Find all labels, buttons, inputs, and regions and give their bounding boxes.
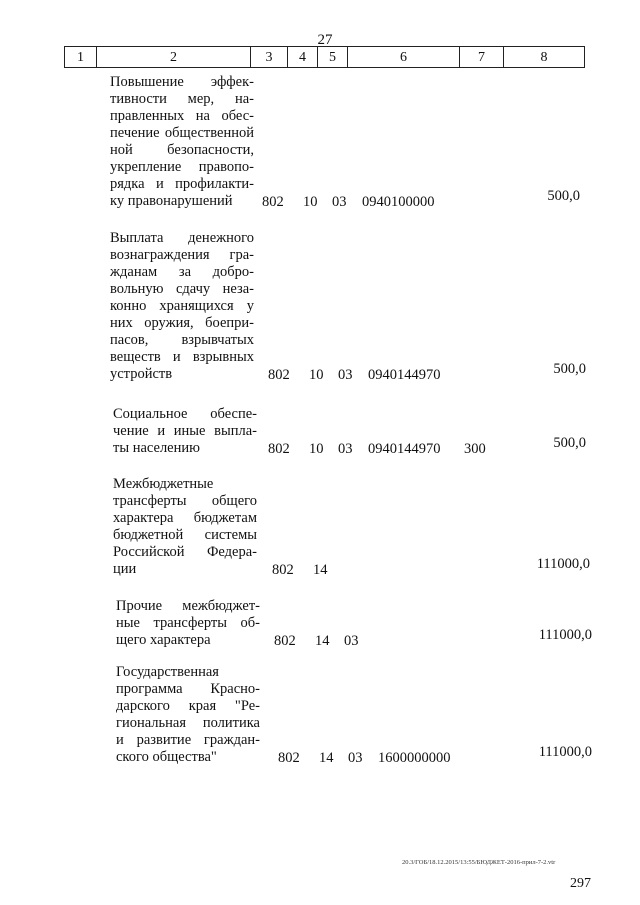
cell-target-article: 0940144970 [368,441,441,457]
cell-target-article: 0940100000 [362,194,435,210]
header-col-3: 3 [251,47,288,67]
footer-file-code: 20.3/ГОБ/18.12.2015/13:55/БЮДЖЕТ-2016-прил-7-2.vtr [402,859,556,866]
cell-section: 10 [309,367,324,383]
cell-amount: 500,0 [547,188,580,204]
row-description: Повышение эффек- тивности мер, на- правленных на обес- печение общественной ной безопасности, укрепление правопо- рядка и профилакти- ку правонарушений [110,74,254,209]
cell-ved: 802 [278,750,300,766]
cell-target-article: 0940144970 [368,367,441,383]
cell-amount: 111000,0 [538,627,592,643]
row-description: Государственная программа Красно- дарского края "Ре- гиональная политика и развитие граждан- ского общества" [116,664,260,765]
cell-ved: 802 [272,562,294,578]
header-col-2: 2 [97,47,251,67]
header-col-5: 5 [318,47,348,67]
cell-ved: 802 [268,441,290,457]
cell-ved: 802 [262,194,284,210]
header-col-4: 4 [288,47,318,67]
cell-section: 10 [303,194,318,210]
cell-section: 10 [309,441,324,457]
cell-amount: 500,0 [553,435,586,451]
cell-ved: 802 [274,633,296,649]
cell-amount: 111000,0 [536,556,590,572]
row-description: Межбюджетные трансферты общего характера бюджетам бюджетной системы Российской Федера- ции [113,476,257,577]
row-description: Социальное обеспе- чение и иные выпла- ты населению [113,406,257,456]
page-number-bottom: 297 [570,876,591,891]
table-header-row [64,46,585,68]
cell-ved: 802 [268,367,290,383]
cell-target-article: 1600000000 [378,750,451,766]
header-col-8: 8 [540,50,548,65]
header-col-7: 7 [460,47,504,67]
header-col-6: 6 [348,47,460,67]
cell-section: 14 [315,633,330,649]
cell-subsection: 03 [338,441,353,457]
row-description: Выплата денежного вознаграждения гра- жданам за добро- вольную сдачу неза- конно хранящихся у них оружия, боепри- пасов, взрывчатых веществ и взрывных устройств [110,230,254,382]
cell-amount: 500,0 [553,361,586,377]
cell-amount: 111000,0 [538,744,592,760]
cell-subsection: 03 [344,633,359,649]
cell-subsection: 03 [348,750,363,766]
cell-expense-type: 300 [464,441,486,457]
cell-subsection: 03 [338,367,353,383]
cell-section: 14 [313,562,328,578]
row-description: Прочие межбюджет- ные трансферты об- щего характера [116,598,260,648]
page-number-top: 27 [317,32,333,48]
header-col-1: 1 [65,47,97,67]
cell-subsection: 03 [332,194,347,210]
cell-section: 14 [319,750,334,766]
